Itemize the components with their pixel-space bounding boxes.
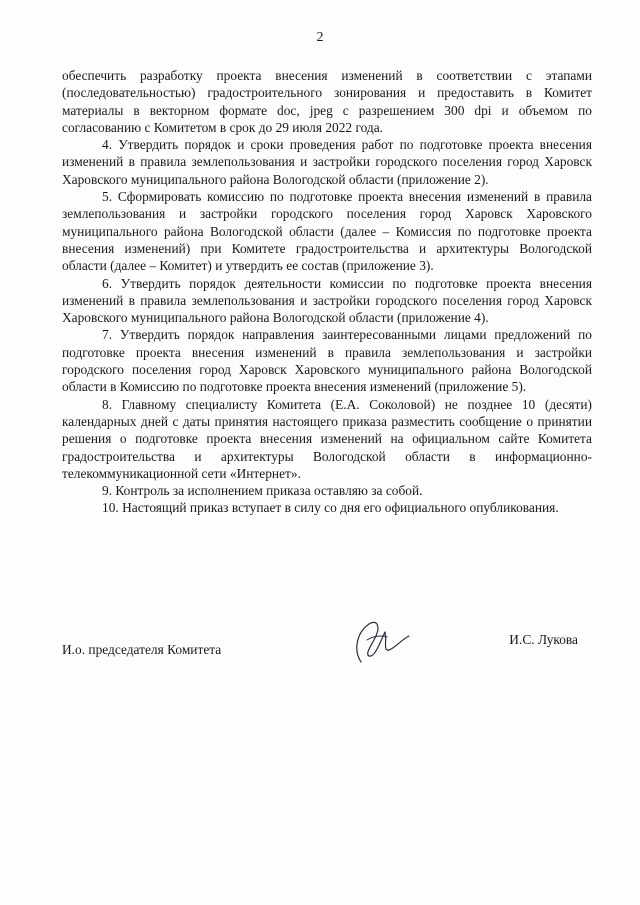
signature-block [62,628,592,688]
paragraph-5: 5. Сформировать комиссию по подготовке проекта внесения изменений в правила землепользования и застройки городского поселения город Харовск Харовского муниципального района Вологодской области (далее – Комиссия по подготовке проекта внесения изменений) при Комитете градостроительства и архитектуры Вологодской области (далее – Комитет) и утвердить ее состав (приложение 3). [62,189,592,274]
signatory-role: И.о. председателя Комитета [62,642,222,657]
paragraph-6: 6. Утвердить порядок деятельности комиссии по подготовке проекта внесения изменений в правила землепользования и застройки городского поселения город Харовск Харовского муниципального района Вологодской области (приложение 4). [62,275,592,326]
paragraph-7: 7. Утвердить порядок направления заинтересованными лицами предложений по подготовке проекта внесения изменений в правила землепользования и застройки городского поселения город Харовск Харовского муниципального района Вологодской области в Комиссию по подготовке проекта внесения изменений (приложение 5). [62,327,592,395]
paragraph-8: 8. Главному специалисту Комитета (Е.А. Соколовой) не позднее 10 (десяти) календарных дней с даты принятия настоящего приказа разместить сообщение о принятии решения о подготовке проекта внесения изменений на официальном сайте Комитета градостроительства и архитектуры Вологодской области в информационно-телекоммуникационной сети «Интернет». [62,396,592,481]
paragraph-10: 10. Настоящий приказ вступает в силу со дня его официального опубликования. [102,500,559,516]
handwritten-signature [347,610,417,670]
paragraph-4: 4. Утвердить порядок и сроки проведения работ по подготовке проекта внесения изменений в правила землепользования и застройки городского поселения город Харовск Харовского муниципального района Вологодской области (приложение 2). [62,137,592,187]
paragraph-continuation: обеспечить разработку проекта внесения изменений в соответствии с этапами (последовательностью) градостроительного зонирования и предоставить в Комитет материалы в векторном формате doc, jpeg с разрешением 300 dpi и объемом по согласованию с Комитетом в срок до 29 июля 2022 года. [62,68,592,135]
page-number: 2 [316,30,324,45]
signatory-name: И.С. Лукова [509,632,578,647]
paragraph-9: 9. Контроль за исполнением приказа оставляю за собой. [102,483,423,499]
order-text [62,67,592,517]
